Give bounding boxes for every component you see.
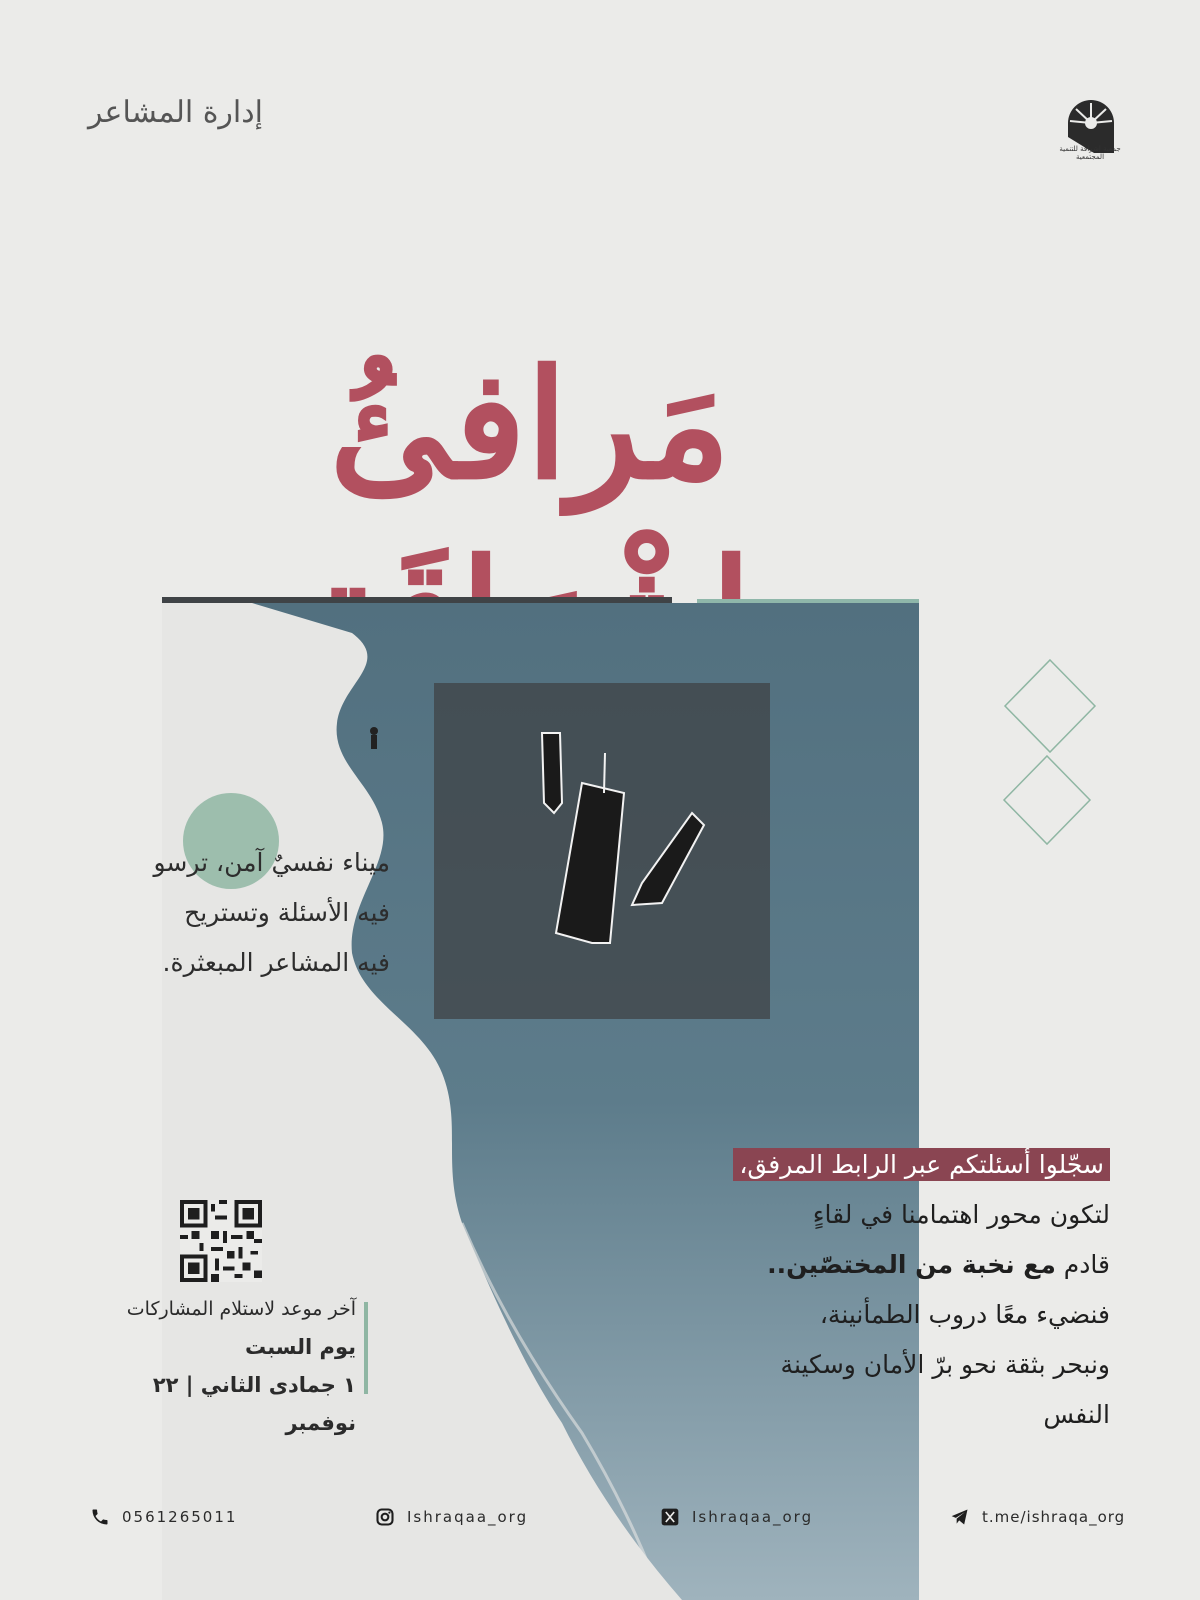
decorative-diamonds — [1000, 658, 1100, 858]
logo-text: جمعية إشراقة للتنمية المجتمعية — [1059, 145, 1121, 161]
cta-line3-prefix: قادم — [1055, 1250, 1110, 1279]
footer-x[interactable] — [660, 1505, 813, 1529]
intro-text — [70, 838, 390, 988]
call-to-action — [680, 1140, 1110, 1440]
qr-code[interactable] — [180, 1200, 262, 1282]
deadline-label: آخر موعد لاستلام المشاركات — [126, 1298, 356, 1320]
cta-highlight: سجّلوا أسئلتكم عبر الرابط المرفق، — [733, 1148, 1110, 1181]
event-title: مَرافئُ — [329, 337, 731, 513]
deadline-info — [88, 1290, 356, 1442]
department-name: إدارة المشاعر — [88, 95, 263, 130]
telegram-link: t.me/ishraqa_org — [982, 1508, 1126, 1526]
deadline-day: يوم السبت — [244, 1335, 356, 1359]
cta-experts: مع نخبة من المختصّين.. — [767, 1250, 1056, 1279]
instagram-icon — [375, 1507, 395, 1527]
intro-line: فيه الأسئلة وتستريح — [184, 898, 390, 927]
cta-line-3 — [680, 1240, 1110, 1290]
deadline-accent-bar — [364, 1302, 368, 1394]
phone-icon — [90, 1507, 110, 1527]
footer-instagram[interactable] — [375, 1505, 528, 1529]
cta-line: النفس — [1043, 1400, 1110, 1429]
phone-number: 0561265011 — [122, 1508, 238, 1526]
footer-telegram[interactable] — [950, 1505, 1125, 1529]
telegram-icon — [950, 1507, 970, 1527]
deadline-date: ١ جمادى الثاني | ٢٢ نوفمبر — [152, 1373, 356, 1435]
cta-line: ونبحر بثقة نحو برّ الأمان وسكينة — [780, 1350, 1110, 1379]
instagram-handle: Ishraqaa_org — [407, 1508, 529, 1526]
cta-line: فنضيء معًا دروب الطمأنينة، — [819, 1300, 1110, 1329]
x-icon — [660, 1507, 680, 1527]
intro-line: ميناء نفسيٌ آمن، ترسو — [153, 848, 390, 877]
intro-line: فيه المشاعر المبعثرة. — [162, 948, 390, 977]
footer-phone[interactable] — [90, 1505, 237, 1529]
x-handle: Ishraqaa_org — [692, 1508, 814, 1526]
cta-line: لتكون محور اهتمامنا في لقاءٍ — [812, 1200, 1110, 1229]
harbor-illustration — [162, 603, 919, 1600]
